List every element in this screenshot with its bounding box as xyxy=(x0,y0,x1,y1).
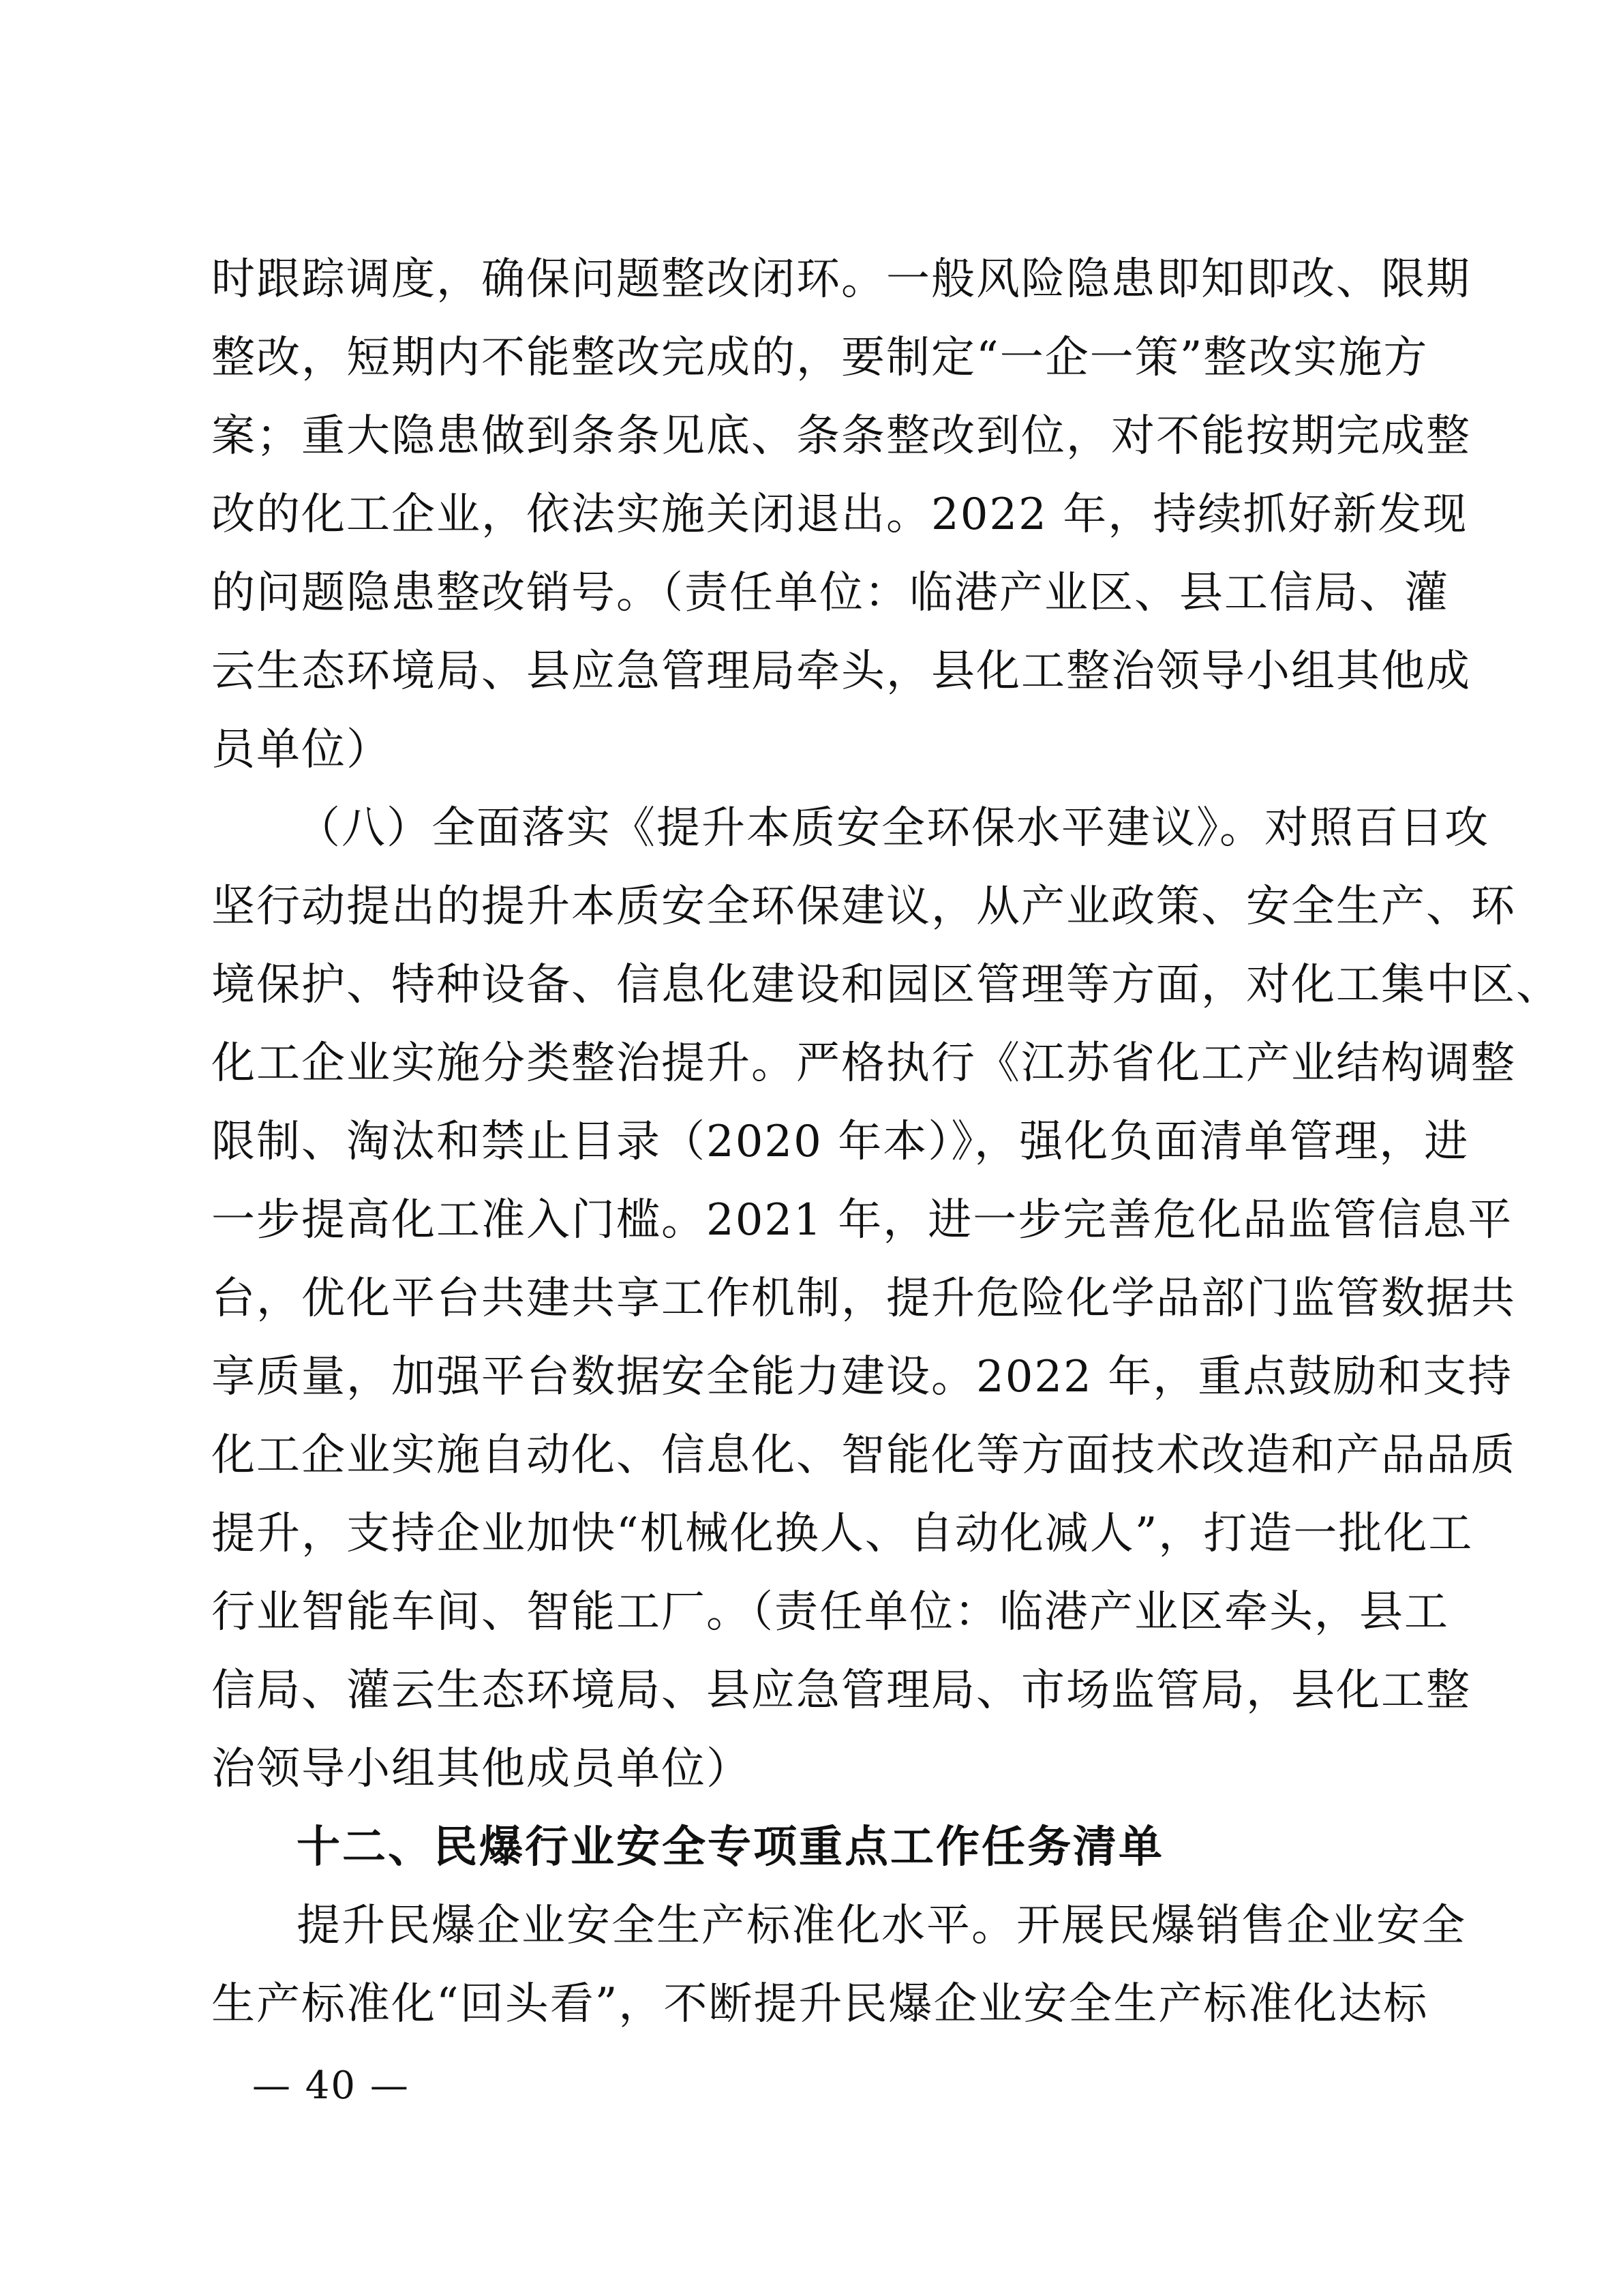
text-line: 的问题隐患整改销号。（责任单位：临港产业区、县工信局、灌 xyxy=(211,568,1449,618)
section-heading: 十二、民爆行业安全专项重点工作任务清单 xyxy=(297,1822,1164,1873)
text-line: 云生态环境局、县应急管理局牵头，县化工整治领导小组其他成 xyxy=(211,646,1471,697)
text-line: 员单位） xyxy=(211,725,391,775)
text-line: 限制、淘汰和禁止目录（2020 年本）》，强化负面清单管理，进 xyxy=(211,1117,1470,1167)
page-number: — 40 — xyxy=(252,2064,410,2108)
text-line: 信局、灌云生态环境局、县应急管理局、市场监管局，县化工整 xyxy=(211,1665,1471,1716)
paragraph-first-line: （八）全面落实《提升本质安全环保水平建议》。对照百日攻 xyxy=(297,803,1489,854)
text-line: 一步提高化工准入门槛。2021 年，进一步完善危化品监管信息平 xyxy=(211,1195,1513,1245)
text-line: 治领导小组其他成员单位） xyxy=(211,1744,751,1794)
paragraph-first-line: 提升民爆企业安全生产标准化水平。开展民爆销售企业安全 xyxy=(297,1901,1466,1951)
text-line: 时跟踪调度，确保问题整改闭环。一般风险隐患即知即改、限期 xyxy=(211,254,1471,305)
text-line: 化工企业实施自动化、信息化、智能化等方面技术改造和产品品质 xyxy=(211,1430,1516,1481)
text-line: 行业智能车间、智能工厂。（责任单位：临港产业区牵头，县工 xyxy=(211,1587,1449,1637)
text-line: 台，优化平台共建共享工作机制，提升危险化学品部门监管数据共 xyxy=(211,1273,1516,1324)
text-line: 享质量，加强平台数据安全能力建设。2022 年，重点鼓励和支持 xyxy=(211,1352,1513,1402)
text-line: 境保护、特种设备、信息化建设和园区管理等方面，对化工集中区、 xyxy=(211,960,1561,1010)
text-line: 坚行动提出的提升本质安全环保建议，从产业政策、安全生产、环 xyxy=(211,881,1516,932)
text-line: 改的化工企业，依法实施关闭退出。2022 年，持续抓好新发现 xyxy=(211,489,1468,540)
text-line: 化工企业实施分类整治提升。严格执行《江苏省化工产业结构调整 xyxy=(211,1038,1516,1089)
text-line: 提升，支持企业加快“机械化换人、自动化减人”，打造一批化工 xyxy=(211,1509,1474,1559)
text-line: 生产标准化“回头看”，不断提升民爆企业安全生产标准化达标 xyxy=(211,1979,1429,2029)
text-line: 案；重大隐患做到条条见底、条条整改到位，对不能按期完成整 xyxy=(211,411,1471,462)
text-line: 整改，短期内不能整改完成的，要制定“一企一策”整改实施方 xyxy=(211,333,1429,383)
